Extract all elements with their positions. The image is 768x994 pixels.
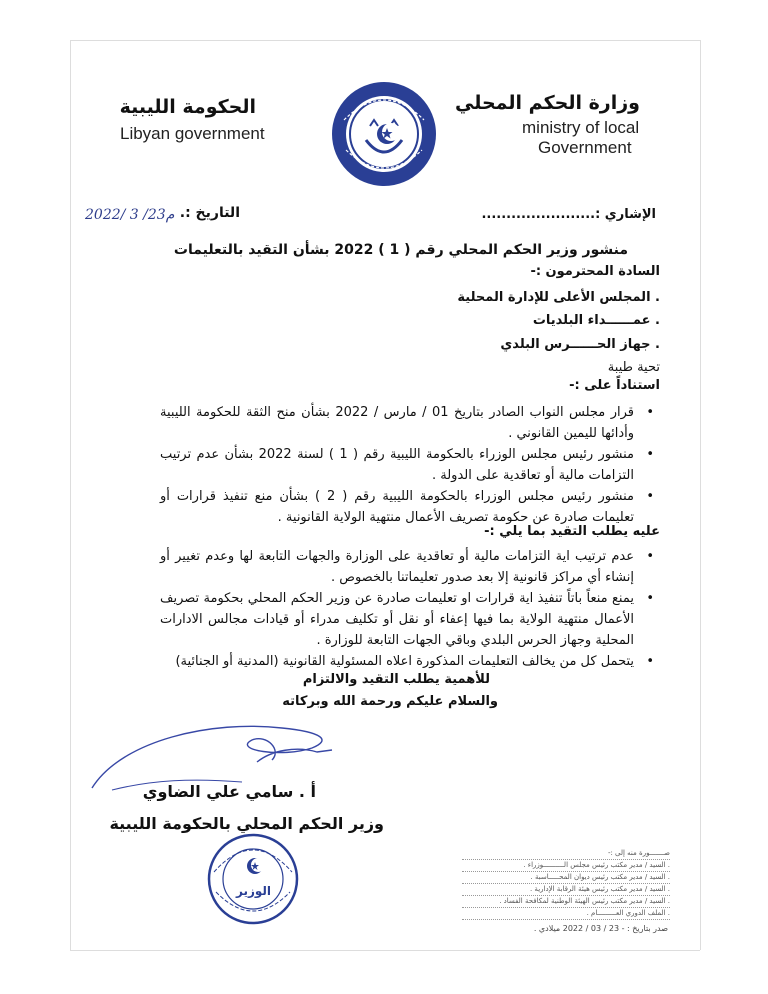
official-stamp: [206, 832, 300, 926]
reference-number: الإشاري :.......................: [481, 207, 656, 222]
page-border-right: [700, 40, 701, 950]
signatory-name: أ . سامي علي الضاوي: [142, 782, 316, 801]
issue-date: صدر بتاريخ : - 23 / 03 / 2022 ميلادي .: [533, 924, 668, 933]
ministry-name-arabic: وزارة الحكم المحلي: [455, 92, 640, 114]
request-list: [160, 546, 660, 672]
bullet-icon: •: [646, 447, 654, 462]
list-item: • قرار مجلس النواب الصادر بتاريخ 01 / مارس / 2022 بشأن منح الثقة للحكومة الليبية وأدائها لليمين القانوني .: [160, 402, 660, 444]
cc-item: . الملف الدوري العـــــــــام .: [462, 908, 670, 920]
addressee-item: . عمــــــداء البلديات: [532, 313, 660, 328]
closing-greeting: والسلام عليكم ورحمة الله وبركاته: [282, 694, 498, 709]
ministry-name-english-1: ministry of local: [522, 118, 640, 137]
page-border-bottom: [70, 950, 700, 951]
basis-list: [160, 402, 660, 528]
cc-item: . السيد / مدير مكتب رئيس هيئة الرقابة الإدارية .: [462, 884, 670, 896]
bullet-icon: •: [646, 405, 654, 420]
copies-to-box: [462, 848, 670, 920]
government-name-arabic: الحكومة الليبية: [119, 96, 256, 118]
bullet-icon: •: [646, 654, 654, 669]
list-item: • يتحمل كل من يخالف التعليمات المذكورة اعلاه المسئولية القانونية (المدنية أو الجنائية): [160, 651, 660, 672]
handwritten-date: 2022/ 3 /23م: [85, 207, 175, 223]
request-heading: عليه يطلب التقيد بما يلي :-: [484, 524, 660, 539]
date-label: التاريخ :.: [179, 205, 240, 221]
addressees-heading: السادة المحترمون :-: [530, 264, 660, 279]
list-item: • عدم ترتيب اية التزامات مالية أو تعاقدية على الوزارة والجهات التابعة لها وعدم تغيير أو إنشاء أي مراكز قانونية إلا بعد صدور تعليماتنا بالخصوص .: [160, 546, 660, 588]
signatory-position: وزير الحكم المحلي بالحكومة الليبية: [109, 814, 384, 833]
list-item: • يمنع منعاً باتاً تنفيذ اية قرارات او تعليمات صادرة عن وزير الحكم المحلي بحكومة تصريف الأعمال منتهية الولاية بما فيها إعفاء أو نقل أو تكليف مدراء أو قيادات مجالس الادارات المحلية وجهاز الحرس البلدي وباقي الجهات التابعة للوزارة .: [160, 588, 660, 651]
bullet-icon: •: [646, 489, 654, 504]
bullet-icon: •: [646, 591, 654, 606]
stamp-label: الوزير: [236, 884, 272, 898]
page-border-top: [70, 40, 700, 41]
bullet-icon: •: [646, 549, 654, 564]
cc-item: . السيد / مدير مكتب رئيس الهيئة الوطنية لمكافحة الفساد .: [462, 896, 670, 908]
closing-importance: للأهمية يطلب التقيد والالتزام: [302, 672, 490, 687]
list-item: • منشور رئيس مجلس الوزراء بالحكومة الليبية رقم ( 2 ) بشأن منع تنفيذ قرارات أو تعليمات صادرة عن حكومة تصريف الأعمال منتهية الولاية القانونية .: [160, 486, 660, 528]
addressee-item: . جهاز الحــــــرس البلدي: [500, 337, 660, 352]
addressee-item: . المجلس الأعلى للإدارة المحلية: [457, 290, 660, 305]
page-border-left: [70, 40, 71, 950]
basis-heading: استناداً على :-: [569, 378, 660, 393]
government-name-english: Libyan government: [120, 124, 265, 143]
cc-heading: صـــــــورة منه إلى :-: [462, 848, 670, 860]
cc-item: . السيد / مدير مكتب رئيس مجلس الــــــــــوزراء .: [462, 860, 670, 872]
list-item: • منشور رئيس مجلس الوزراء بالحكومة الليبية رقم ( 1 ) لسنة 2022 بشأن عدم ترتيب التزامات مالية أو تعاقدية على الدولة .: [160, 444, 660, 486]
ministry-logo: [330, 80, 438, 188]
greeting: تحية طيبة: [607, 360, 660, 375]
cc-item: . السيد / مدير مكتب رئيس ديوان المحـــــاسبة .: [462, 872, 670, 884]
document-title: منشور وزير الحكم المحلي رقم ( 1 ) 2022 بشأن التقيد بالتعليمات: [173, 242, 628, 258]
ministry-name-english-2: Government: [538, 138, 632, 157]
